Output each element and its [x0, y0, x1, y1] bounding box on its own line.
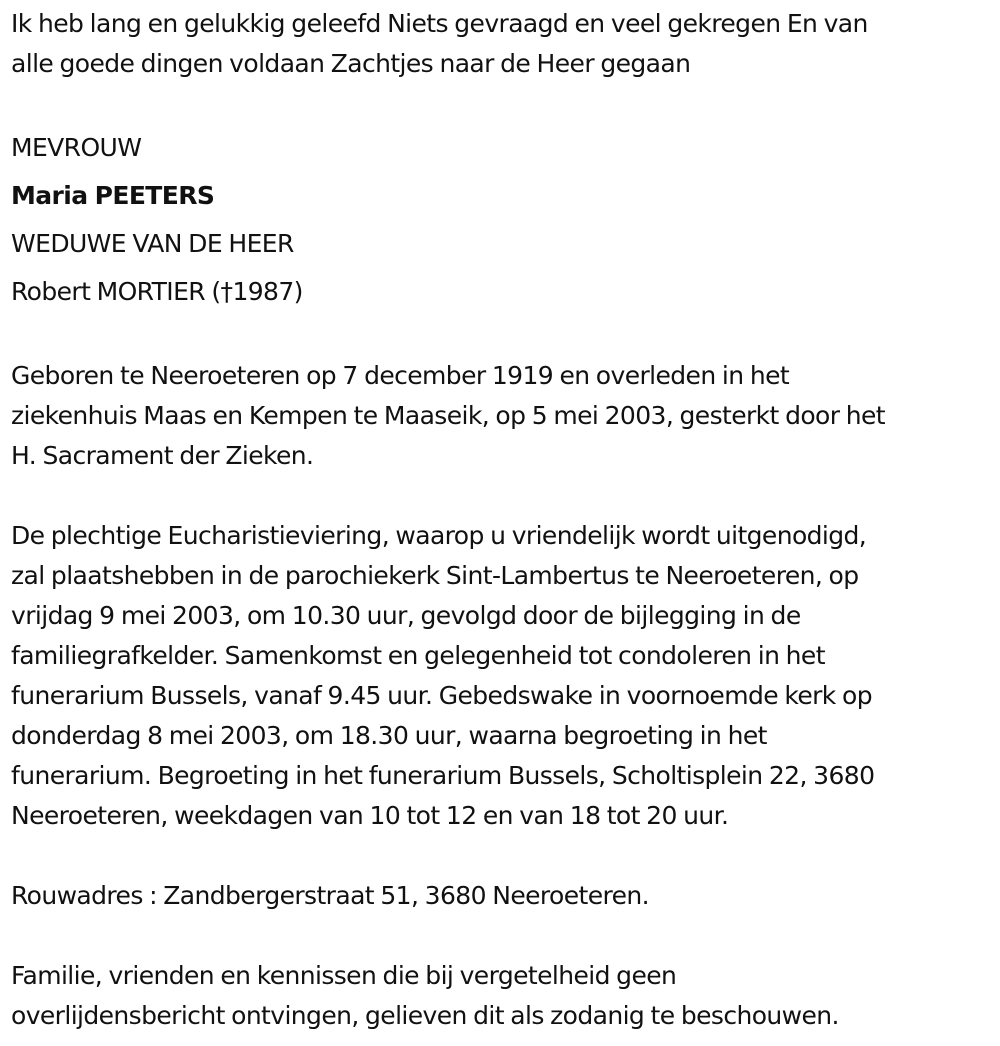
ceremony-line-3: vrijdag 9 mei 2003, om 10.30 uur, gevolgd door de bijlegging in de	[11, 601, 801, 630]
ceremony-paragraph	[11, 516, 996, 836]
obituary-document	[11, 4, 996, 1036]
closing-line-1: Familie, vrienden en kennissen die bij vergetelheid geen	[11, 961, 677, 990]
birth-death-line-2: ziekenhuis Maas en Kempen te Maaseik, op 5 mei 2003, gesterkt door het	[11, 401, 885, 430]
paragraph-spacer	[11, 476, 996, 516]
spouse-line	[11, 268, 996, 316]
poem-line-1: Ik heb lang en gelukkig geleefd Niets gevraagd en veel gekregen En van	[11, 9, 868, 38]
deceased-block	[11, 124, 996, 316]
mourning-address: Rouwadres : Zandbergerstraat 51, 3680 Neeroeteren.	[11, 881, 649, 910]
paragraph-spacer	[11, 316, 996, 356]
poem-line-2: alle goede dingen voldaan Zachtjes naar de Heer gegaan	[11, 49, 691, 78]
address-paragraph	[11, 876, 996, 916]
spouse-name: Robert MORTIER (	[11, 277, 221, 306]
deceased-title: MEVROUW	[11, 133, 142, 162]
ceremony-line-6: donderdag 8 mei 2003, om 18.30 uur, waarna begroeting in het	[11, 721, 767, 750]
ceremony-line-2: zal plaatshebben in de parochiekerk Sint-Lambertus te Neeroeteren, op	[11, 561, 859, 590]
ceremony-line-7: funerarium. Begroeting in het funerarium Bussels, Scholtisplein 22, 3680	[11, 761, 875, 790]
ceremony-line-4: familiegrafkelder. Samenkomst en gelegenheid tot condoleren in het	[11, 641, 825, 670]
paragraph-spacer	[11, 84, 996, 124]
spouse-death-year: 1987)	[232, 277, 303, 306]
paragraph-spacer	[11, 836, 996, 876]
deceased-name: Maria PEETERS	[11, 181, 215, 210]
closing-paragraph	[11, 956, 996, 1036]
birth-death-paragraph	[11, 356, 996, 476]
birth-death-line-1: Geboren te Neeroeteren op 7 december 1919 en overleden in het	[11, 361, 790, 390]
ceremony-line-1: De plechtige Eucharistieviering, waarop u vriendelijk wordt uitgenodigd,	[11, 521, 867, 550]
closing-line-2: overlijdensbericht ontvingen, gelieven dit als zodanig te beschouwen.	[11, 1001, 839, 1030]
ceremony-line-5: funerarium Bussels, vanaf 9.45 uur. Gebedswake in voornoemde kerk op	[11, 681, 872, 710]
birth-death-line-3: H. Sacrament der Zieken.	[11, 441, 314, 470]
paragraph-spacer	[11, 916, 996, 956]
deceased-relation: WEDUWE VAN DE HEER	[11, 229, 294, 258]
ceremony-line-8: Neeroeteren, weekdagen van 10 tot 12 en van 18 tot 20 uur.	[11, 801, 729, 830]
cross-icon: †	[220, 277, 233, 306]
poem-paragraph	[11, 4, 996, 84]
